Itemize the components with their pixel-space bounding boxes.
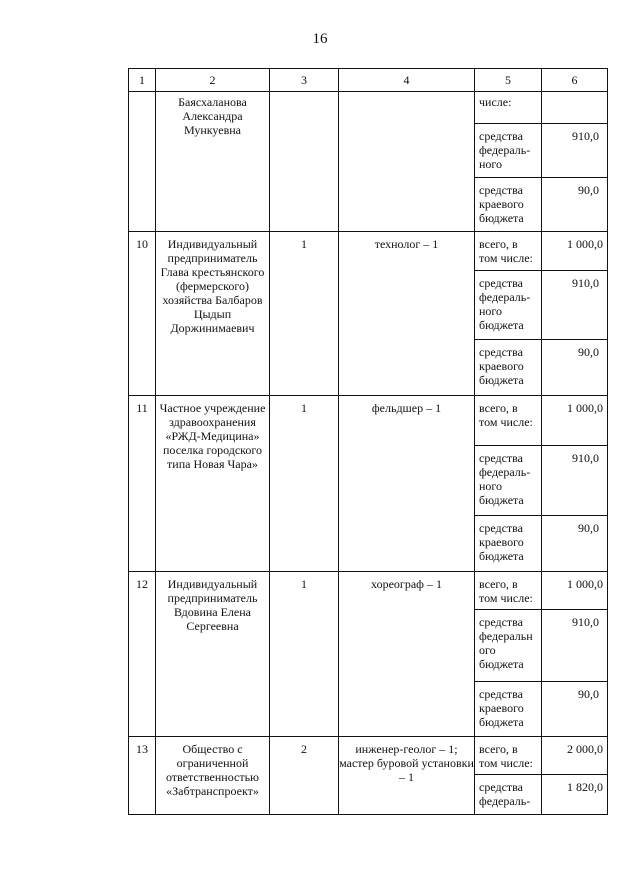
data-table xyxy=(128,68,608,815)
row-number: 11 xyxy=(129,396,156,572)
job-count: 1 xyxy=(270,232,339,396)
recipient-name: Частное учреждение здравоохранения «РЖД-Медицина» поселка городского типа Новая Чара» xyxy=(156,396,270,572)
funding-amount: 910,0 xyxy=(542,271,608,340)
recipient-name: Индивидуальный предприниматель Вдовина Елена Сергеевна xyxy=(156,572,270,737)
funding-amount: 90,0 xyxy=(542,340,608,396)
recipient-name: Индивидуальный предприниматель Глава крестьянского (фермерского) хозяйства Балбаров Цыдып Доржинимаевич xyxy=(156,232,270,396)
funding-amount: 90,0 xyxy=(542,682,608,737)
recipient-name: Общество с ограниченной ответственностью «Забтранспроект» xyxy=(156,737,270,815)
table-row xyxy=(129,737,608,775)
funding-source: средства краевого бюджета xyxy=(475,516,542,572)
column-header: 2 xyxy=(156,69,270,92)
row-number: 12 xyxy=(129,572,156,737)
funding-amount: 910,0 xyxy=(542,610,608,682)
funding-amount: 1 820,0 xyxy=(542,775,608,815)
funding-amount: 90,0 xyxy=(542,516,608,572)
funding-source: всего, в том числе: xyxy=(475,737,542,775)
table-row xyxy=(129,232,608,271)
job-positions xyxy=(339,92,475,232)
job-positions: фельдшер – 1 xyxy=(339,396,475,572)
funding-source: всего, в том числе: xyxy=(475,396,542,446)
funding-amount: 1 000,0 xyxy=(542,232,608,271)
row-number xyxy=(129,92,156,232)
funding-source: средства федеральн ого бюджета xyxy=(475,610,542,682)
column-header: 1 xyxy=(129,69,156,92)
table-row xyxy=(129,396,608,446)
row-number: 10 xyxy=(129,232,156,396)
job-positions: инженер-геолог – 1; мастер буровой установки – 1 xyxy=(339,737,475,815)
funding-amount: 1 000,0 xyxy=(542,572,608,610)
column-header: 6 xyxy=(542,69,608,92)
row-number: 13 xyxy=(129,737,156,815)
table-row xyxy=(129,572,608,610)
funding-amount: 910,0 xyxy=(542,446,608,516)
funding-source: средства краевого бюджета xyxy=(475,178,542,232)
table-row xyxy=(129,92,608,124)
job-count: 1 xyxy=(270,572,339,737)
funding-source: всего, в том числе: xyxy=(475,572,542,610)
job-positions: технолог – 1 xyxy=(339,232,475,396)
funding-source: средства федераль-ного бюджета xyxy=(475,271,542,340)
column-header: 4 xyxy=(339,69,475,92)
funding-source: средства федераль- xyxy=(475,775,542,815)
funding-source: средства федераль-ного xyxy=(475,124,542,178)
funding-amount xyxy=(542,92,608,124)
funding-amount: 2 000,0 xyxy=(542,737,608,775)
funding-source: средства федераль-ного бюджета xyxy=(475,446,542,516)
recipient-name: Баясхаланова Александра Мункуевна xyxy=(156,92,270,232)
job-count: 1 xyxy=(270,396,339,572)
funding-amount: 90,0 xyxy=(542,178,608,232)
job-count xyxy=(270,92,339,232)
funding-source: средства краевого бюджета xyxy=(475,682,542,737)
table-header-row xyxy=(129,69,608,92)
column-header: 5 xyxy=(475,69,542,92)
funding-amount: 1 000,0 xyxy=(542,396,608,446)
funding-source: всего, в том числе: xyxy=(475,232,542,271)
job-count: 2 xyxy=(270,737,339,815)
funding-source: средства краевого бюджета xyxy=(475,340,542,396)
column-header: 3 xyxy=(270,69,339,92)
funding-amount: 910,0 xyxy=(542,124,608,178)
funding-source: числе: xyxy=(475,92,542,124)
page-number: 16 xyxy=(312,31,328,47)
job-positions: хореограф – 1 xyxy=(339,572,475,737)
